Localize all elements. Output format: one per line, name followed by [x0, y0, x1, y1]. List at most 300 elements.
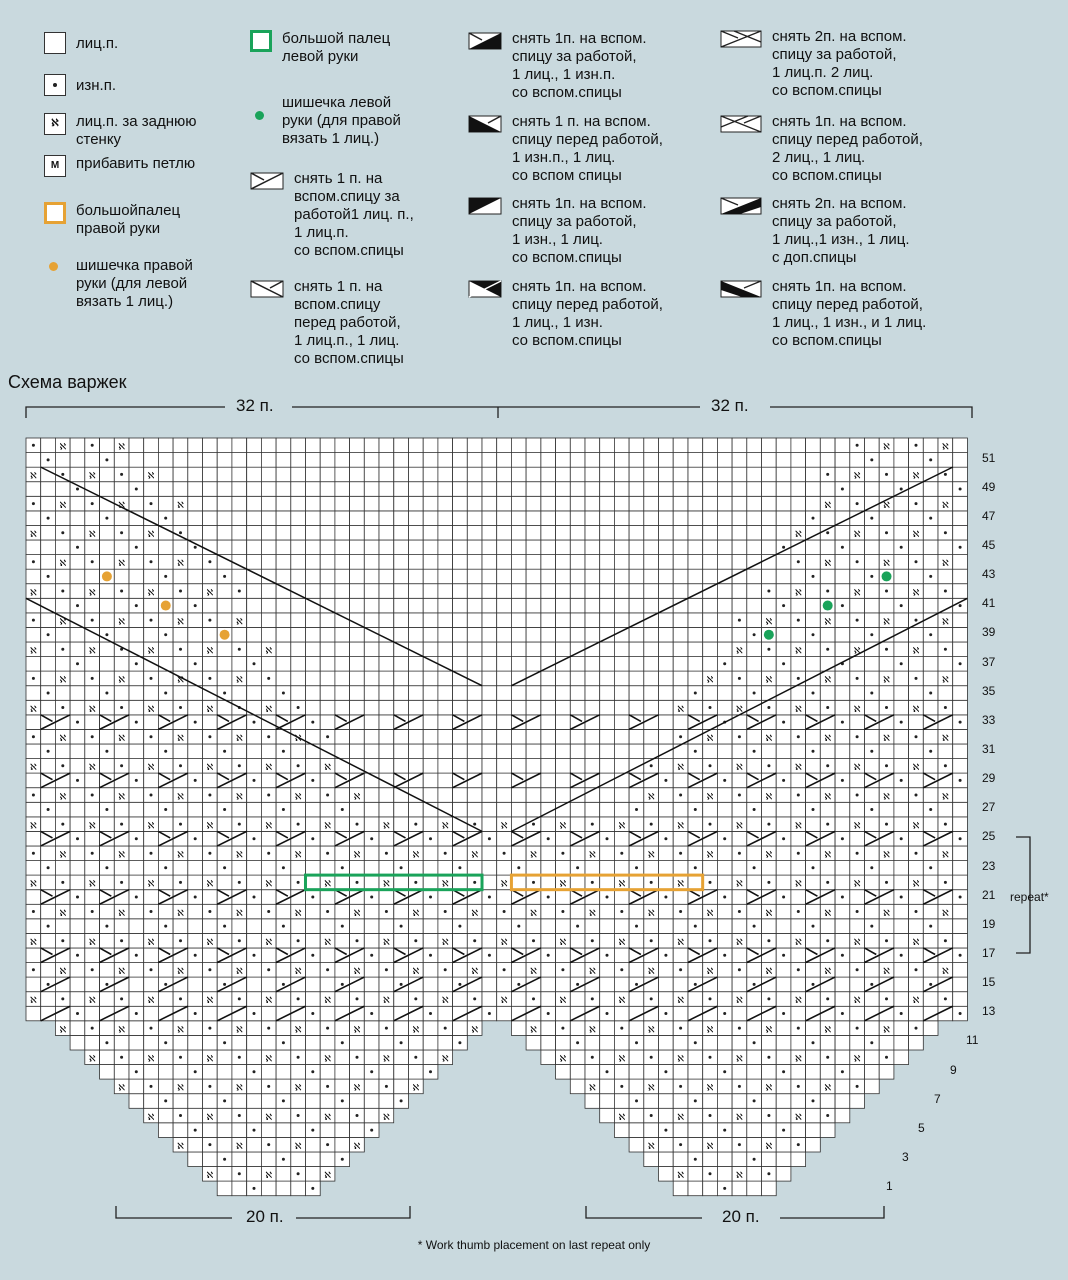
svg-text:ℵ: ℵ	[559, 879, 567, 890]
svg-text:ℵ: ℵ	[383, 879, 390, 890]
svg-text:ℵ: ℵ	[147, 1054, 155, 1065]
svg-text:ℵ: ℵ	[942, 675, 949, 686]
svg-text:ℵ: ℵ	[794, 1054, 802, 1065]
svg-text:ℵ: ℵ	[883, 675, 890, 686]
svg-text:ℵ: ℵ	[500, 879, 508, 890]
svg-text:ℵ: ℵ	[294, 792, 302, 803]
svg-text:ℵ: ℵ	[147, 471, 155, 482]
svg-text:ℵ: ℵ	[647, 850, 655, 861]
row-number: 43	[982, 567, 996, 582]
svg-text:ℵ: ℵ	[235, 967, 243, 978]
svg-text:ℵ: ℵ	[588, 850, 596, 861]
svg-text:ℵ: ℵ	[736, 938, 743, 948]
svg-text:ℵ: ℵ	[383, 821, 390, 832]
svg-text:ℵ: ℵ	[736, 879, 743, 890]
svg-text:ℵ: ℵ	[206, 1171, 214, 1182]
row-number: 15	[982, 975, 996, 990]
svg-text:ℵ: ℵ	[147, 938, 155, 948]
svg-text:ℵ: ℵ	[177, 617, 184, 628]
svg-text:ℵ: ℵ	[618, 1112, 626, 1123]
svg-text:ℵ: ℵ	[912, 471, 920, 482]
svg-text:ℵ: ℵ	[912, 530, 920, 540]
repeat-label: repeat*	[1010, 890, 1049, 904]
svg-text:ℵ: ℵ	[177, 967, 184, 978]
svg-text:ℵ: ℵ	[912, 588, 920, 599]
svg-text:ℵ: ℵ	[412, 1025, 420, 1036]
svg-text:ℵ: ℵ	[765, 792, 773, 803]
svg-text:ℵ: ℵ	[265, 763, 273, 774]
svg-text:ℵ: ℵ	[383, 1054, 390, 1065]
svg-text:ℵ: ℵ	[324, 938, 331, 948]
svg-text:ℵ: ℵ	[59, 734, 67, 744]
row-number: 51	[982, 450, 996, 465]
svg-text:ℵ: ℵ	[88, 996, 96, 1007]
svg-text:ℵ: ℵ	[824, 1083, 832, 1094]
svg-text:ℵ: ℵ	[853, 471, 861, 482]
svg-text:ℵ: ℵ	[383, 996, 390, 1007]
svg-text:ℵ: ℵ	[177, 1083, 184, 1094]
svg-text:ℵ: ℵ	[88, 938, 96, 948]
row-number: 23	[982, 858, 996, 873]
svg-text:ℵ: ℵ	[118, 734, 125, 744]
svg-text:ℵ: ℵ	[59, 792, 67, 803]
svg-text:ℵ: ℵ	[824, 500, 832, 511]
svg-text:ℵ: ℵ	[853, 763, 861, 774]
svg-text:ℵ: ℵ	[559, 996, 567, 1007]
make-one-icon: M	[44, 155, 66, 177]
svg-text:ℵ: ℵ	[883, 967, 890, 978]
svg-text:ℵ: ℵ	[765, 967, 773, 978]
svg-text:ℵ: ℵ	[765, 1083, 773, 1094]
svg-text:ℵ: ℵ	[118, 967, 125, 978]
svg-text:ℵ: ℵ	[794, 530, 802, 540]
svg-text:ℵ: ℵ	[706, 675, 714, 686]
svg-text:ℵ: ℵ	[912, 646, 920, 657]
bottom-right-count: 20 п.	[722, 1207, 760, 1226]
svg-text:ℵ: ℵ	[765, 675, 773, 686]
svg-text:ℵ: ℵ	[912, 938, 920, 948]
row-number: 13	[982, 1004, 996, 1019]
svg-text:ℵ: ℵ	[118, 1083, 125, 1094]
svg-text:ℵ: ℵ	[265, 1171, 273, 1182]
svg-text:ℵ: ℵ	[736, 996, 743, 1007]
svg-text:ℵ: ℵ	[235, 734, 243, 744]
svg-text:ℵ: ℵ	[647, 908, 655, 919]
svg-text:ℵ: ℵ	[765, 1025, 773, 1036]
svg-text:ℵ: ℵ	[412, 1083, 420, 1094]
knit-tbl-icon: ℵ	[44, 113, 66, 135]
svg-text:ℵ: ℵ	[647, 1025, 655, 1036]
svg-text:ℵ: ℵ	[147, 821, 155, 832]
svg-text:ℵ: ℵ	[235, 675, 243, 686]
svg-text:ℵ: ℵ	[206, 821, 214, 832]
svg-text:ℵ: ℵ	[794, 588, 802, 599]
svg-text:ℵ: ℵ	[324, 1171, 331, 1182]
svg-text:ℵ: ℵ	[265, 646, 273, 657]
svg-text:ℵ: ℵ	[265, 879, 273, 890]
legend-cross-9: снять 2п. на вспом. спицу за работой, 1 лиц.,1 изн., 1 лиц. с доп.спицы	[720, 195, 910, 267]
svg-text:ℵ: ℵ	[265, 704, 273, 715]
svg-text:ℵ: ℵ	[883, 734, 890, 744]
right-bobble-mark	[220, 630, 230, 640]
row-number: 49	[982, 479, 996, 494]
svg-text:ℵ: ℵ	[912, 879, 920, 890]
svg-text:ℵ: ℵ	[647, 792, 655, 803]
svg-text:ℵ: ℵ	[412, 967, 420, 978]
svg-text:ℵ: ℵ	[235, 1141, 243, 1152]
row-number: 25	[982, 829, 996, 844]
svg-text:ℵ: ℵ	[177, 908, 184, 919]
svg-text:ℵ: ℵ	[647, 1141, 655, 1152]
svg-text:ℵ: ℵ	[383, 938, 390, 948]
svg-text:ℵ: ℵ	[118, 850, 125, 861]
svg-text:ℵ: ℵ	[235, 1083, 243, 1094]
legend-cross-1: снять 1 п. на вспом.спицу за работой1 лиц. п., 1 лиц.п. со вспом.спицы	[250, 170, 414, 260]
bottom-left-count: 20 п.	[246, 1207, 284, 1226]
svg-text:ℵ: ℵ	[59, 500, 67, 511]
row-number: 21	[982, 887, 996, 902]
legend-cross-6: снять 1п. на вспом. спицу перед работой, 1 лиц., 1 изн. со вспом.спицы	[468, 278, 663, 350]
svg-text:ℵ: ℵ	[942, 559, 949, 570]
svg-text:ℵ: ℵ	[706, 792, 714, 803]
svg-text:ℵ: ℵ	[177, 792, 184, 803]
svg-text:ℵ: ℵ	[706, 850, 714, 861]
svg-text:ℵ: ℵ	[765, 617, 773, 628]
svg-text:ℵ: ℵ	[942, 908, 949, 919]
svg-text:ℵ: ℵ	[912, 704, 920, 715]
svg-text:ℵ: ℵ	[853, 938, 861, 948]
svg-text:ℵ: ℵ	[59, 442, 67, 453]
svg-text:ℵ: ℵ	[559, 821, 567, 832]
svg-text:ℵ: ℵ	[294, 1025, 302, 1036]
svg-text:ℵ: ℵ	[235, 850, 243, 861]
svg-text:ℵ: ℵ	[412, 908, 420, 919]
svg-text:ℵ: ℵ	[559, 1054, 567, 1065]
row-number: 33	[982, 712, 996, 727]
svg-text:ℵ: ℵ	[942, 734, 949, 744]
svg-text:ℵ: ℵ	[706, 967, 714, 978]
legend-cross-3: снять 1п. на вспом. спицу за работой, 1 лиц., 1 изн.п. со вспом.спицы	[468, 30, 647, 102]
svg-text:ℵ: ℵ	[59, 617, 67, 628]
svg-text:ℵ: ℵ	[736, 821, 743, 832]
svg-text:ℵ: ℵ	[147, 704, 155, 715]
svg-text:ℵ: ℵ	[706, 1083, 714, 1094]
svg-text:ℵ: ℵ	[677, 879, 684, 890]
svg-text:ℵ: ℵ	[736, 1054, 743, 1065]
svg-text:ℵ: ℵ	[30, 879, 37, 890]
svg-text:ℵ: ℵ	[206, 588, 214, 599]
svg-text:ℵ: ℵ	[118, 908, 125, 919]
row-number: 47	[982, 508, 996, 523]
svg-text:ℵ: ℵ	[588, 908, 596, 919]
svg-text:ℵ: ℵ	[177, 850, 184, 861]
svg-text:ℵ: ℵ	[677, 1171, 684, 1182]
svg-text:ℵ: ℵ	[177, 734, 184, 744]
svg-text:ℵ: ℵ	[677, 938, 684, 948]
svg-text:ℵ: ℵ	[88, 1054, 96, 1065]
legend-cross-2: снять 1 п. на вспом.спицу перед работой, 1 лиц.п., 1 лиц. со вспом.спицы	[250, 278, 404, 368]
svg-text:ℵ: ℵ	[441, 1054, 449, 1065]
row-number: 39	[982, 625, 996, 640]
svg-text:ℵ: ℵ	[353, 1141, 361, 1152]
row-number: 11	[966, 1033, 979, 1048]
svg-text:ℵ: ℵ	[883, 1025, 890, 1036]
svg-text:ℵ: ℵ	[30, 646, 37, 657]
svg-text:ℵ: ℵ	[441, 996, 449, 1007]
svg-text:ℵ: ℵ	[353, 967, 361, 978]
legend-left-thumb: большой палец левой руки	[250, 30, 390, 66]
svg-text:ℵ: ℵ	[765, 908, 773, 919]
svg-text:ℵ: ℵ	[177, 1025, 184, 1036]
svg-text:ℵ: ℵ	[353, 1083, 361, 1094]
svg-text:ℵ: ℵ	[794, 821, 802, 832]
svg-text:ℵ: ℵ	[265, 938, 273, 948]
top-left-count: 32 п.	[236, 396, 274, 415]
svg-text:ℵ: ℵ	[824, 850, 832, 861]
svg-text:ℵ: ℵ	[353, 850, 361, 861]
svg-text:ℵ: ℵ	[824, 908, 832, 919]
svg-text:ℵ: ℵ	[30, 938, 37, 948]
svg-text:ℵ: ℵ	[618, 996, 626, 1007]
svg-text:ℵ: ℵ	[853, 1054, 861, 1065]
svg-text:ℵ: ℵ	[118, 1025, 125, 1036]
svg-text:ℵ: ℵ	[736, 1112, 743, 1123]
svg-text:ℵ: ℵ	[235, 617, 243, 628]
svg-text:ℵ: ℵ	[794, 763, 802, 774]
left-bobble-mark	[823, 601, 833, 611]
legend-make-one: M прибавить петлю	[44, 155, 195, 177]
svg-text:ℵ: ℵ	[147, 763, 155, 774]
svg-text:ℵ: ℵ	[118, 559, 125, 570]
svg-text:ℵ: ℵ	[294, 1141, 302, 1152]
left-bobble-mark	[764, 630, 774, 640]
svg-text:ℵ: ℵ	[677, 763, 684, 774]
svg-text:ℵ: ℵ	[530, 908, 537, 919]
svg-text:ℵ: ℵ	[942, 442, 949, 453]
row-number: 37	[982, 654, 996, 669]
svg-text:ℵ: ℵ	[883, 908, 890, 919]
svg-text:ℵ: ℵ	[265, 996, 273, 1007]
top-right-count: 32 п.	[711, 396, 749, 415]
svg-text:ℵ: ℵ	[765, 734, 773, 744]
svg-text:ℵ: ℵ	[853, 588, 861, 599]
svg-text:ℵ: ℵ	[942, 850, 949, 861]
svg-text:ℵ: ℵ	[88, 763, 96, 774]
svg-text:ℵ: ℵ	[647, 967, 655, 978]
svg-text:ℵ: ℵ	[147, 646, 155, 657]
svg-text:ℵ: ℵ	[853, 704, 861, 715]
svg-text:ℵ: ℵ	[177, 559, 184, 570]
svg-text:ℵ: ℵ	[883, 500, 890, 511]
svg-text:ℵ: ℵ	[265, 1112, 273, 1123]
svg-text:ℵ: ℵ	[30, 471, 37, 482]
svg-text:ℵ: ℵ	[794, 1112, 802, 1123]
svg-text:ℵ: ℵ	[30, 588, 37, 599]
svg-text:ℵ: ℵ	[618, 879, 626, 890]
svg-text:ℵ: ℵ	[824, 559, 832, 570]
svg-text:ℵ: ℵ	[324, 996, 331, 1007]
svg-text:ℵ: ℵ	[912, 996, 920, 1007]
svg-text:ℵ: ℵ	[883, 792, 890, 803]
svg-text:ℵ: ℵ	[147, 530, 155, 540]
row-number: 3	[902, 1149, 909, 1164]
svg-text:ℵ: ℵ	[559, 938, 567, 948]
svg-text:ℵ: ℵ	[942, 792, 949, 803]
svg-text:ℵ: ℵ	[88, 646, 96, 657]
row-number: 31	[982, 741, 996, 756]
row-number: 27	[982, 800, 996, 815]
svg-text:ℵ: ℵ	[294, 1083, 302, 1094]
svg-text:ℵ: ℵ	[618, 821, 626, 832]
legend-cross-10: снять 1п. на вспом. спицу перед работой, 1 лиц., 1 изн., и 1 лиц. со вспом.спицы	[720, 278, 926, 350]
svg-text:ℵ: ℵ	[147, 996, 155, 1007]
svg-text:ℵ: ℵ	[677, 1054, 684, 1065]
row-number: 35	[982, 683, 996, 698]
svg-text:ℵ: ℵ	[912, 821, 920, 832]
svg-text:ℵ: ℵ	[883, 617, 890, 628]
chart-title: Схема варжек	[8, 372, 127, 392]
svg-text:ℵ: ℵ	[294, 850, 302, 861]
row-number: 29	[982, 771, 996, 786]
svg-text:ℵ: ℵ	[794, 938, 802, 948]
svg-text:ℵ: ℵ	[588, 1025, 596, 1036]
svg-text:ℵ: ℵ	[177, 675, 184, 686]
svg-text:ℵ: ℵ	[177, 500, 184, 511]
svg-text:ℵ: ℵ	[736, 763, 743, 774]
legend-right-bobble: шишечка правой руки (для левой вязать 1 лиц.)	[44, 257, 193, 311]
svg-text:ℵ: ℵ	[853, 821, 861, 832]
svg-text:ℵ: ℵ	[206, 704, 214, 715]
svg-text:ℵ: ℵ	[824, 734, 832, 744]
svg-text:ℵ: ℵ	[618, 938, 626, 948]
svg-text:ℵ: ℵ	[324, 821, 331, 832]
svg-text:ℵ: ℵ	[912, 763, 920, 774]
svg-text:ℵ: ℵ	[88, 821, 96, 832]
svg-text:ℵ: ℵ	[147, 1112, 155, 1123]
svg-text:ℵ: ℵ	[677, 821, 684, 832]
svg-text:ℵ: ℵ	[59, 967, 67, 978]
svg-text:ℵ: ℵ	[471, 967, 479, 978]
svg-text:ℵ: ℵ	[88, 530, 96, 540]
legend-right-thumb: большойпалец правой руки	[44, 202, 180, 238]
svg-text:ℵ: ℵ	[59, 908, 67, 919]
svg-text:ℵ: ℵ	[706, 1141, 714, 1152]
svg-text:ℵ: ℵ	[294, 908, 302, 919]
svg-text:ℵ: ℵ	[206, 646, 214, 657]
svg-text:ℵ: ℵ	[794, 879, 802, 890]
svg-text:ℵ: ℵ	[235, 1025, 243, 1036]
svg-text:ℵ: ℵ	[765, 1141, 773, 1152]
svg-text:ℵ: ℵ	[471, 850, 479, 861]
svg-text:ℵ: ℵ	[177, 1141, 184, 1152]
svg-text:ℵ: ℵ	[265, 821, 273, 832]
svg-text:ℵ: ℵ	[206, 938, 214, 948]
svg-text:ℵ: ℵ	[942, 967, 949, 978]
legend-knit: лиц.п.	[44, 32, 118, 54]
svg-text:ℵ: ℵ	[59, 1025, 67, 1036]
svg-text:ℵ: ℵ	[588, 967, 596, 978]
svg-text:ℵ: ℵ	[706, 908, 714, 919]
svg-text:ℵ: ℵ	[353, 1025, 361, 1036]
svg-text:ℵ: ℵ	[530, 850, 537, 861]
svg-text:ℵ: ℵ	[206, 1054, 214, 1065]
svg-text:ℵ: ℵ	[441, 821, 449, 832]
svg-text:ℵ: ℵ	[677, 996, 684, 1007]
svg-text:ℵ: ℵ	[206, 1112, 214, 1123]
svg-text:ℵ: ℵ	[30, 996, 37, 1007]
svg-text:ℵ: ℵ	[206, 763, 214, 774]
svg-text:ℵ: ℵ	[235, 908, 243, 919]
right-bobble-mark	[161, 601, 171, 611]
svg-text:ℵ: ℵ	[118, 617, 125, 628]
chart-cells	[26, 438, 967, 1196]
row-number: 5	[918, 1120, 925, 1135]
row-number: 7	[934, 1091, 941, 1106]
right-bobble-mark	[102, 571, 112, 581]
svg-text:ℵ: ℵ	[706, 1025, 714, 1036]
svg-text:ℵ: ℵ	[853, 879, 861, 890]
legend-purl: изн.п.	[44, 74, 116, 96]
svg-text:ℵ: ℵ	[118, 500, 125, 511]
svg-text:ℵ: ℵ	[883, 850, 890, 861]
svg-text:ℵ: ℵ	[883, 559, 890, 570]
svg-text:ℵ: ℵ	[88, 588, 96, 599]
svg-text:ℵ: ℵ	[530, 1025, 537, 1036]
svg-text:ℵ: ℵ	[794, 646, 802, 657]
svg-text:ℵ: ℵ	[824, 792, 832, 803]
svg-text:ℵ: ℵ	[353, 908, 361, 919]
left-bobble-mark	[882, 571, 892, 581]
svg-text:ℵ: ℵ	[147, 879, 155, 890]
svg-text:ℵ: ℵ	[471, 1025, 479, 1036]
svg-text:ℵ: ℵ	[383, 1112, 390, 1123]
legend-cross-7: снять 2п. на вспом. спицу за работой, 1 лиц.п. 2 лиц. со вспом.спицы	[720, 28, 907, 100]
svg-text:ℵ: ℵ	[206, 996, 214, 1007]
svg-text:ℵ: ℵ	[412, 850, 420, 861]
svg-text:ℵ: ℵ	[59, 675, 67, 686]
svg-text:ℵ: ℵ	[500, 821, 508, 832]
svg-text:ℵ: ℵ	[30, 821, 37, 832]
svg-text:ℵ: ℵ	[324, 1054, 331, 1065]
footnote: * Work thumb placement on last repeat only	[417, 1238, 651, 1252]
svg-text:ℵ: ℵ	[118, 792, 125, 803]
legend-knit-tbl: ℵ лиц.п. за заднюю стенку	[44, 113, 197, 149]
svg-text:ℵ: ℵ	[353, 792, 361, 803]
svg-text:ℵ: ℵ	[853, 996, 861, 1007]
legend-cross-8: снять 1п. на вспом. спицу перед работой, 2 лиц., 1 лиц. со вспом.спицы	[720, 113, 923, 185]
svg-text:ℵ: ℵ	[30, 763, 37, 774]
svg-text:ℵ: ℵ	[88, 471, 96, 482]
svg-text:ℵ: ℵ	[824, 1025, 832, 1036]
svg-text:ℵ: ℵ	[765, 850, 773, 861]
svg-text:ℵ: ℵ	[500, 938, 508, 948]
svg-text:ℵ: ℵ	[294, 967, 302, 978]
svg-text:ℵ: ℵ	[324, 879, 331, 890]
svg-text:ℵ: ℵ	[853, 646, 861, 657]
svg-text:ℵ: ℵ	[706, 734, 714, 744]
svg-text:ℵ: ℵ	[500, 996, 508, 1007]
svg-text:ℵ: ℵ	[677, 704, 684, 715]
svg-text:ℵ: ℵ	[88, 704, 96, 715]
svg-text:ℵ: ℵ	[736, 1171, 743, 1182]
svg-text:ℵ: ℵ	[794, 996, 802, 1007]
svg-text:ℵ: ℵ	[30, 704, 37, 715]
svg-text:ℵ: ℵ	[588, 1083, 596, 1094]
svg-text:ℵ: ℵ	[441, 938, 449, 948]
svg-text:ℵ: ℵ	[853, 530, 861, 540]
svg-text:ℵ: ℵ	[206, 879, 214, 890]
row-number: 45	[982, 537, 996, 552]
